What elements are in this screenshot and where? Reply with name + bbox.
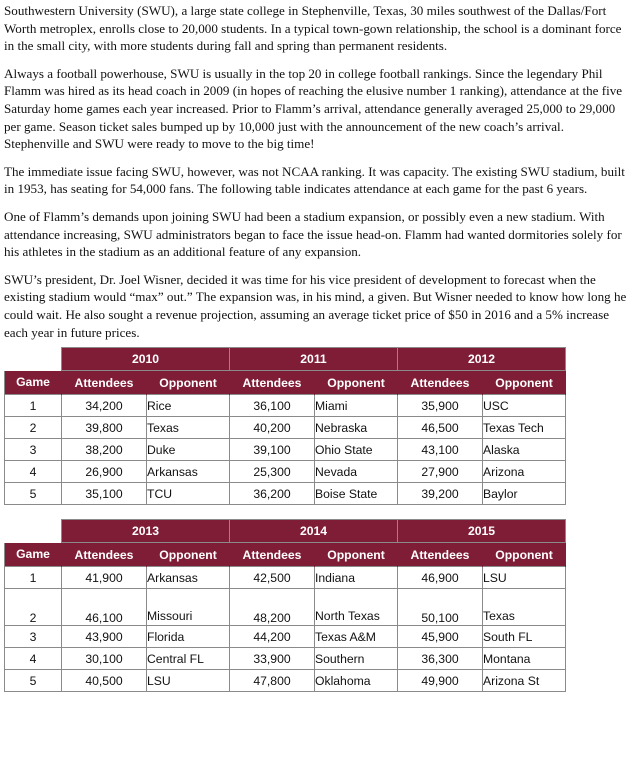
attendees-value: 39,800 — [62, 417, 147, 439]
opponent-name: TCU — [147, 483, 230, 505]
year-header: 2013 — [62, 520, 230, 543]
table-row — [5, 648, 566, 670]
attendance-table-2013-2015 — [4, 519, 566, 692]
opponent-column-header: Opponent — [483, 543, 566, 567]
attendees-column-header: Attendees — [398, 543, 483, 567]
attendees-value: 38,200 — [62, 439, 147, 461]
opponent-name: Arizona St — [483, 670, 566, 692]
attendees-value: 25,300 — [230, 461, 315, 483]
opponent-name: USC — [483, 395, 566, 417]
opponent-name: Arizona — [483, 461, 566, 483]
opponent-name: South FL — [483, 626, 566, 648]
opponent-name: Arkansas — [147, 461, 230, 483]
year-header-row — [5, 520, 566, 543]
game-number: 4 — [5, 648, 62, 670]
game-column-header: Game — [5, 543, 62, 567]
opponent-name: Miami — [315, 395, 398, 417]
attendees-value: 35,100 — [62, 483, 147, 505]
attendees-value: 48,200 — [230, 589, 315, 626]
attendees-value: 50,100 — [398, 589, 483, 626]
table-row — [5, 567, 566, 589]
table-row — [5, 461, 566, 483]
game-column-header: Game — [5, 371, 62, 395]
attendees-value: 36,300 — [398, 648, 483, 670]
paragraph-expansion: One of Flamm’s demands upon joining SWU had been a stadium expansion, or possibly even a new stadium. With attendance increasing, SWU administrators began to face the issue head-on. Flamm had wanted dormitories solely for his athletes in the stadium as an additional feature of any expansion. — [4, 208, 622, 260]
opponent-name: Oklahoma — [315, 670, 398, 692]
game-number: 1 — [5, 395, 62, 417]
year-header-row — [5, 348, 566, 371]
game-number: 1 — [5, 567, 62, 589]
opponent-name: Alaska — [483, 439, 566, 461]
opponent-name: Central FL — [147, 648, 230, 670]
opponent-name: Florida — [147, 626, 230, 648]
attendees-value: 33,900 — [230, 648, 315, 670]
attendees-value: 30,100 — [62, 648, 147, 670]
attendees-value: 39,200 — [398, 483, 483, 505]
year-header: 2011 — [230, 348, 398, 371]
table-row — [5, 395, 566, 417]
table-row — [5, 439, 566, 461]
attendees-column-header: Attendees — [230, 543, 315, 567]
year-header: 2015 — [398, 520, 566, 543]
opponent-name: LSU — [147, 670, 230, 692]
attendees-value: 36,200 — [230, 483, 315, 505]
opponent-name: Baylor — [483, 483, 566, 505]
opponent-name: Texas — [483, 589, 566, 626]
attendees-value: 43,900 — [62, 626, 147, 648]
attendees-value: 34,200 — [62, 395, 147, 417]
attendees-value: 42,500 — [230, 567, 315, 589]
attendance-table-2010-2012 — [4, 347, 566, 505]
attendees-column-header: Attendees — [62, 371, 147, 395]
attendees-column-header: Attendees — [230, 371, 315, 395]
game-number: 2 — [5, 417, 62, 439]
attendees-value: 40,500 — [62, 670, 147, 692]
attendees-value: 46,900 — [398, 567, 483, 589]
opponent-column-header: Opponent — [147, 371, 230, 395]
table-row — [5, 417, 566, 439]
document — [4, 2, 628, 692]
opponent-name: Montana — [483, 648, 566, 670]
opponent-name: Texas A&M — [315, 626, 398, 648]
paragraph-capacity: The immediate issue facing SWU, however, was not NCAA ranking. It was capacity. The existing SWU stadium, built in 1953, has seating for 54,000 fans. The following table indicates attendance at each game for the past 6 years. — [4, 163, 625, 197]
paragraph-intro: Southwestern University (SWU), a large state college in Stephenville, Texas, 30 miles southwest of the Dallas/Fort Worth metroplex, enrolls close to 20,000 students. In a typical town-gown relationship, the school is a dominant force in the small city, with more students during fall and spring than permanent residents. — [4, 3, 622, 54]
opponent-column-header: Opponent — [147, 543, 230, 567]
attendees-value: 40,200 — [230, 417, 315, 439]
year-header: 2012 — [398, 348, 566, 371]
attendees-value: 49,900 — [398, 670, 483, 692]
attendees-value: 47,800 — [230, 670, 315, 692]
game-number: 3 — [5, 626, 62, 648]
game-number: 5 — [5, 670, 62, 692]
opponent-name: Southern — [315, 648, 398, 670]
attendees-value: 27,900 — [398, 461, 483, 483]
attendees-value: 43,100 — [398, 439, 483, 461]
attendees-value: 45,900 — [398, 626, 483, 648]
attendees-value: 41,900 — [62, 567, 147, 589]
opponent-name: LSU — [483, 567, 566, 589]
opponent-name: Missouri — [147, 589, 230, 626]
opponent-name: Nevada — [315, 461, 398, 483]
table-row — [5, 626, 566, 648]
opponent-name: Rice — [147, 395, 230, 417]
attendees-value: 26,900 — [62, 461, 147, 483]
year-header: 2010 — [62, 348, 230, 371]
opponent-column-header: Opponent — [315, 543, 398, 567]
opponent-column-header: Opponent — [315, 371, 398, 395]
opponent-name: Nebraska — [315, 417, 398, 439]
opponent-name: Ohio State — [315, 439, 398, 461]
opponent-name: Boise State — [315, 483, 398, 505]
attendees-value: 44,200 — [230, 626, 315, 648]
attendees-value: 36,100 — [230, 395, 315, 417]
opponent-name: Texas Tech — [483, 417, 566, 439]
game-number: 5 — [5, 483, 62, 505]
attendees-column-header: Attendees — [62, 543, 147, 567]
table-row — [5, 589, 566, 626]
table-row — [5, 483, 566, 505]
attendees-value: 35,900 — [398, 395, 483, 417]
attendees-column-header: Attendees — [398, 371, 483, 395]
game-number: 3 — [5, 439, 62, 461]
opponent-name: Arkansas — [147, 567, 230, 589]
table-row — [5, 670, 566, 692]
opponent-name: Indiana — [315, 567, 398, 589]
paragraph-history: Always a football powerhouse, SWU is usually in the top 20 in college football rankings. Since the legendary Phil Flamm was hired as its head coach in 2009 (in hopes of reaching the elusive number 1 ranking), attendance at the five Saturday home games each year increased. Prior to Flamm’s arrival, attendance generally averaged 25,000 to 29,000 per game. Season ticket sales bumped up by 10,000 just with the announcement of the new coach’s arrival. Stephenville and SWU were ready to move to the big time! — [4, 65, 623, 152]
column-header-row — [5, 371, 566, 395]
paragraph-forecast: SWU’s president, Dr. Joel Wisner, decided it was time for his vice president of development to forecast when the existing stadium would “max” out.” The expansion was, in his mind, a given. But Wisner needed to know how long he could wait. He also sought a revenue projection, assuming an average ticket price of $50 in 2016 and a 5% increase each year in future prices. — [4, 271, 627, 340]
opponent-name: Texas — [147, 417, 230, 439]
attendees-value: 46,100 — [62, 589, 147, 626]
opponent-name: Duke — [147, 439, 230, 461]
opponent-name: North Texas — [315, 589, 398, 626]
attendees-value: 46,500 — [398, 417, 483, 439]
game-number: 2 — [5, 589, 62, 626]
game-number: 4 — [5, 461, 62, 483]
column-header-row — [5, 543, 566, 567]
opponent-column-header: Opponent — [483, 371, 566, 395]
year-header: 2014 — [230, 520, 398, 543]
attendees-value: 39,100 — [230, 439, 315, 461]
